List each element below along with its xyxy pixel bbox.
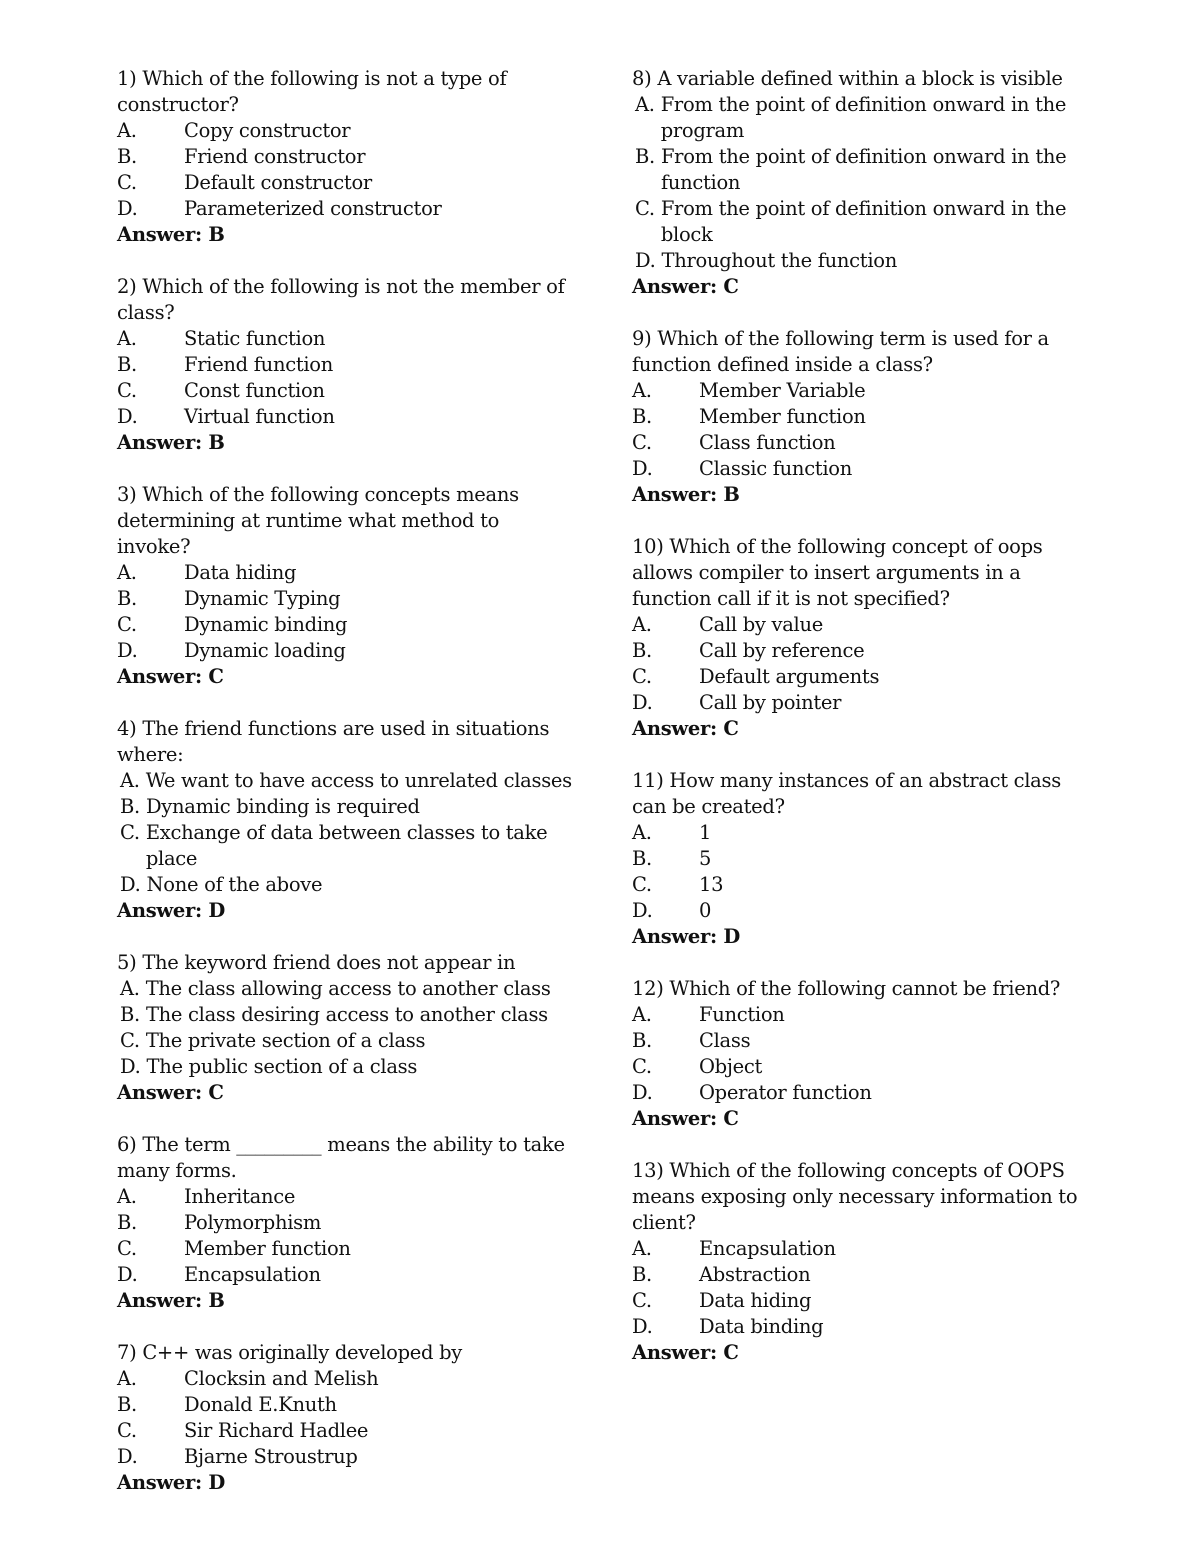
option-row (632, 1028, 1087, 1054)
question-block (632, 976, 1087, 1132)
option-row (117, 872, 572, 898)
option-text: Clocksin and Melish (184, 1367, 379, 1390)
option-row (117, 118, 572, 144)
question-text: 5) The keyword friend does not appear in (117, 951, 516, 974)
option-letter: C. (120, 821, 140, 844)
option-row (117, 638, 572, 664)
option-row (632, 404, 1087, 430)
option-row (117, 794, 572, 820)
option-row (117, 1054, 572, 1080)
option-text: Abstraction (699, 1263, 811, 1286)
question-text: 13) Which of the following concepts of OOPS means exposing only necessary information to client? (632, 1159, 1078, 1234)
answer-label: Answer: C (632, 1341, 739, 1364)
option-text: Encapsulation (699, 1237, 836, 1260)
question-block (632, 768, 1087, 950)
option-text: The public section of a class (146, 1055, 418, 1078)
option-text: From the point of definition onward in the function (660, 145, 1067, 194)
option-text: Member function (184, 1237, 351, 1260)
option-text: 13 (699, 873, 724, 896)
option-row (632, 456, 1087, 482)
option-letter: C. (120, 1029, 140, 1052)
option-text: Sir Richard Hadlee (184, 1419, 369, 1442)
question-block (117, 950, 572, 1106)
option-row (117, 820, 572, 872)
option-letter: D. (117, 1445, 138, 1468)
option-row (117, 1444, 572, 1470)
option-row (117, 352, 572, 378)
option-letter: B. (117, 145, 137, 168)
option-row (632, 1002, 1087, 1028)
option-letter: D. (632, 899, 653, 922)
option-text: Data hiding (699, 1289, 812, 1312)
option-letter: A. (632, 1237, 652, 1260)
option-letter: C. (117, 171, 137, 194)
option-text: From the point of definition onward in the program (660, 93, 1067, 142)
option-row (632, 430, 1087, 456)
option-text: Call by reference (699, 639, 865, 662)
answer-label: Answer: B (117, 431, 225, 454)
option-letter: A. (632, 1003, 652, 1026)
option-letter: D. (117, 1263, 138, 1286)
option-row (632, 820, 1087, 846)
option-text: Parameterized constructor (184, 197, 442, 220)
option-text: Class (699, 1029, 751, 1052)
option-row (632, 1054, 1087, 1080)
answer-label: Answer: C (117, 1081, 224, 1104)
option-row (632, 1262, 1087, 1288)
option-letter: B. (632, 639, 652, 662)
option-letter: B. (632, 1029, 652, 1052)
option-text: Throughout the function (661, 249, 897, 272)
option-row (632, 664, 1087, 690)
answer-label: Answer: D (632, 925, 740, 948)
answer-label: Answer: B (632, 483, 740, 506)
option-letter: D. (632, 1081, 653, 1104)
option-text: Function (699, 1003, 785, 1026)
option-text: 5 (699, 847, 712, 870)
option-letter: D. (120, 1055, 141, 1078)
option-letter: B. (635, 145, 655, 168)
question-text: 4) The friend functions are used in situations where: (117, 717, 550, 766)
option-letter: B. (120, 795, 140, 818)
option-text: Static function (184, 327, 326, 350)
option-row (117, 404, 572, 430)
option-text: Member function (699, 405, 866, 428)
question-block (632, 534, 1087, 742)
answer-label: Answer: C (632, 1107, 739, 1130)
option-letter: A. (117, 1367, 137, 1390)
option-text: Dynamic Typing (184, 587, 341, 610)
option-letter: C. (117, 379, 137, 402)
option-row (632, 690, 1087, 716)
question-block (117, 274, 572, 456)
option-row (117, 1210, 572, 1236)
option-letter: D. (632, 1315, 653, 1338)
option-text: Polymorphism (184, 1211, 322, 1234)
option-row (117, 1392, 572, 1418)
option-letter: A. (120, 769, 140, 792)
option-letter: B. (117, 1393, 137, 1416)
option-letter: C. (632, 873, 652, 896)
question-text: 7) C++ was originally developed by (117, 1341, 462, 1364)
option-letter: A. (632, 379, 652, 402)
option-text: Friend constructor (184, 145, 366, 168)
option-letter: A. (635, 93, 655, 116)
option-letter: B. (632, 1263, 652, 1286)
option-row (117, 976, 572, 1002)
option-letter: C. (635, 197, 655, 220)
option-letter: B. (117, 1211, 137, 1234)
option-text: Class function (699, 431, 836, 454)
option-row (117, 1002, 572, 1028)
option-row (117, 586, 572, 612)
option-text: The class allowing access to another class (145, 977, 551, 1000)
option-letter: D. (117, 197, 138, 220)
option-letter: D. (635, 249, 656, 272)
answer-label: Answer: B (117, 223, 225, 246)
option-letter: B. (120, 1003, 140, 1026)
option-letter: A. (632, 821, 652, 844)
question-text: 12) Which of the following cannot be friend? (632, 977, 1061, 1000)
option-letter: C. (632, 431, 652, 454)
option-letter: A. (120, 977, 140, 1000)
question-block (117, 1340, 572, 1496)
option-text: None of the above (146, 873, 323, 896)
question-block (117, 716, 572, 924)
question-block (117, 1132, 572, 1314)
option-text: Const function (184, 379, 325, 402)
option-letter: C. (632, 1055, 652, 1078)
question-block (632, 66, 1087, 300)
option-row (117, 1262, 572, 1288)
option-row (117, 326, 572, 352)
option-text: We want to have access to unrelated classes (145, 769, 572, 792)
question-text: 3) Which of the following concepts means determining at runtime what method to invoke? (117, 483, 519, 558)
option-letter: A. (117, 561, 137, 584)
option-text: Virtual function (184, 405, 335, 428)
option-text: Inheritance (184, 1185, 296, 1208)
option-letter: C. (632, 1289, 652, 1312)
option-row (117, 378, 572, 404)
option-row (117, 170, 572, 196)
option-row (632, 846, 1087, 872)
answer-label: Answer: C (632, 275, 739, 298)
answer-label: Answer: C (632, 717, 739, 740)
option-letter: A. (117, 119, 137, 142)
option-row (632, 1288, 1087, 1314)
option-text: Member Variable (699, 379, 866, 402)
option-letter: C. (117, 1237, 137, 1260)
option-text: The private section of a class (145, 1029, 426, 1052)
option-row (117, 1184, 572, 1210)
option-letter: D. (632, 457, 653, 480)
option-text: Bjarne Stroustrup (184, 1445, 358, 1468)
option-text: Friend function (184, 353, 333, 376)
option-text: Copy constructor (184, 119, 351, 142)
question-text: 6) The term _________ means the ability to take many forms. (117, 1133, 565, 1182)
option-text: Dynamic loading (184, 639, 346, 662)
answer-label: Answer: D (117, 899, 225, 922)
option-letter: C. (117, 613, 137, 636)
option-row (117, 612, 572, 638)
option-row (632, 898, 1087, 924)
option-text: Default arguments (699, 665, 880, 688)
option-text: Call by pointer (699, 691, 842, 714)
option-row (632, 1236, 1087, 1262)
option-text: 1 (699, 821, 712, 844)
option-text: Encapsulation (184, 1263, 321, 1286)
question-block (632, 1158, 1087, 1366)
option-text: Dynamic binding (184, 613, 348, 636)
option-row (117, 768, 572, 794)
option-row (632, 248, 1087, 274)
option-letter: B. (632, 847, 652, 870)
option-letter: D. (120, 873, 141, 896)
option-text: Exchange of data between classes to take place (145, 821, 548, 870)
option-row (117, 196, 572, 222)
question-block (117, 66, 572, 248)
option-letter: D. (117, 639, 138, 662)
question-text: 9) Which of the following term is used for a function defined inside a class? (632, 327, 1049, 376)
option-text: Dynamic binding is required (145, 795, 420, 818)
option-letter: C. (632, 665, 652, 688)
answer-label: Answer: B (117, 1289, 225, 1312)
option-row (632, 1080, 1087, 1106)
option-letter: D. (632, 691, 653, 714)
option-text: 0 (699, 899, 712, 922)
option-letter: B. (117, 353, 137, 376)
option-row (632, 638, 1087, 664)
answer-label: Answer: D (117, 1471, 225, 1494)
option-text: Data binding (699, 1315, 824, 1338)
option-letter: A. (117, 1185, 137, 1208)
question-text: 1) Which of the following is not a type of constructor? (117, 67, 507, 116)
option-row (117, 560, 572, 586)
question-text: 2) Which of the following is not the member of class? (117, 275, 565, 324)
option-letter: C. (117, 1419, 137, 1442)
option-letter: D. (117, 405, 138, 428)
answer-label: Answer: C (117, 665, 224, 688)
question-block (632, 326, 1087, 508)
option-text: Operator function (699, 1081, 872, 1104)
option-text: From the point of definition onward in the block (660, 197, 1067, 246)
option-row (632, 1314, 1087, 1340)
option-row (117, 1236, 572, 1262)
option-row (117, 1028, 572, 1054)
question-block (117, 482, 572, 690)
option-row (632, 872, 1087, 898)
option-text: Data hiding (184, 561, 297, 584)
question-text: 10) Which of the following concept of oops allows compiler to insert arguments in a function call if it is not specified? (632, 535, 1043, 610)
question-text: 8) A variable defined within a block is visible (632, 67, 1063, 90)
option-row (632, 196, 1087, 248)
option-row (117, 1418, 572, 1444)
option-row (632, 144, 1087, 196)
option-letter: B. (632, 405, 652, 428)
question-text: 11) How many instances of an abstract class can be created? (632, 769, 1061, 818)
option-row (632, 92, 1087, 144)
right-column (632, 66, 1087, 1392)
option-text: Call by value (699, 613, 823, 636)
option-row (632, 378, 1087, 404)
option-row (117, 144, 572, 170)
option-text: Classic function (699, 457, 852, 480)
option-row (117, 1366, 572, 1392)
option-letter: B. (117, 587, 137, 610)
option-letter: A. (117, 327, 137, 350)
option-letter: A. (632, 613, 652, 636)
option-text: Default constructor (184, 171, 372, 194)
left-column (117, 66, 572, 1522)
option-text: Donald E.Knuth (184, 1393, 337, 1416)
option-text: Object (699, 1055, 763, 1078)
option-row (632, 612, 1087, 638)
option-text: The class desiring access to another class (145, 1003, 548, 1026)
